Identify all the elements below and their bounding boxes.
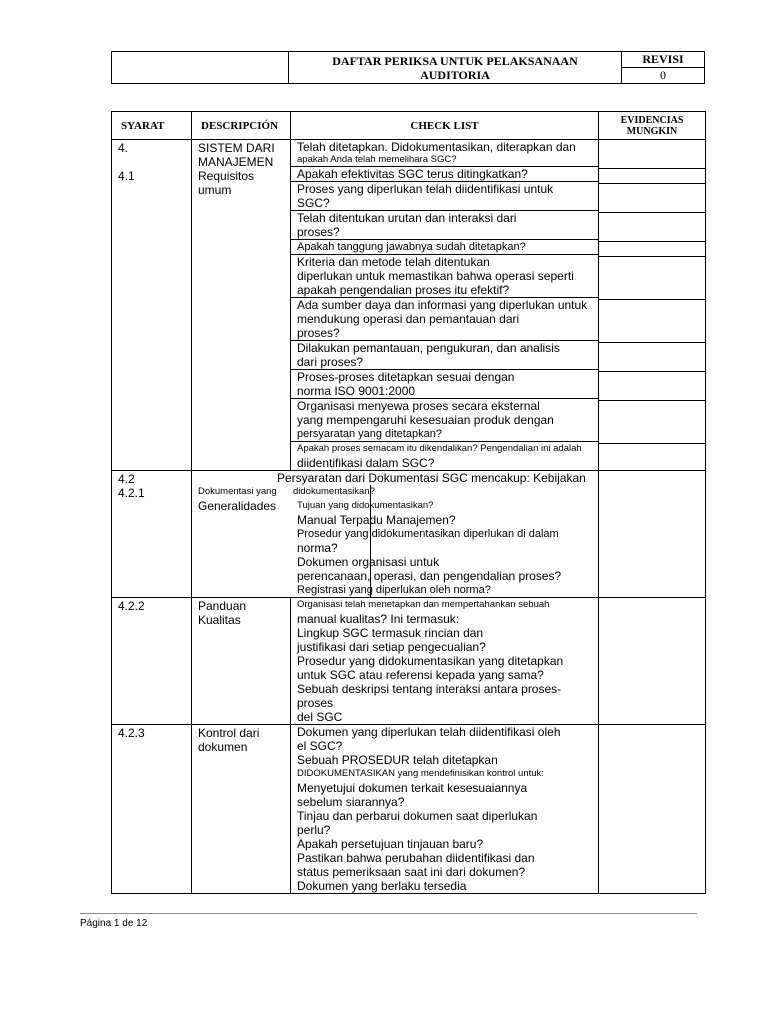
evidence-box (599, 444, 705, 470)
description-cell (192, 140, 291, 471)
description-text: Kualitas (198, 613, 241, 627)
checklist-line: diperlukan untuk memastikan bahwa operasi seperti (297, 269, 574, 283)
checklist-line: Proses-proses ditetapkan sesuai dengan (297, 370, 515, 384)
checklist-line: Apakah efektivitas SGC terus ditingkatkan? (297, 167, 528, 181)
checklist-item (291, 341, 598, 370)
evid-line-1: EVIDENCIAS (620, 114, 684, 126)
checklist-line: Sebuah deskripsi tentang interaksi antara proses-proses (297, 682, 562, 710)
checklist-line: Apakah tanggung jawabnya sudah ditetapkan? (297, 241, 526, 253)
revision-label: REVISI (622, 52, 704, 68)
checklist-line: Prosedur yang didokumentasikan diperlukan di dalam (297, 528, 559, 540)
title-line-1: DAFTAR PERIKSA UNTUK PELAKSANAAN (332, 53, 578, 68)
checklist-line: proses? (297, 326, 340, 340)
checklist-line: Dilakukan pemantauan, pengukuran, dan analisis (297, 341, 560, 355)
description-text: SISTEM DARI (198, 141, 275, 155)
syarat-text: 4. (118, 141, 129, 155)
checklist-line: Kriteria dan metode telah ditentukan (297, 255, 490, 269)
checklist-line: dari proses? (297, 355, 364, 369)
syarat-cell (112, 471, 192, 598)
checklist-line: Dokumen organisasi untuk (297, 555, 440, 569)
syarat-text: 4.1 (118, 169, 135, 183)
evid-line-2: MUNGKIN (626, 125, 678, 137)
checklist-line: Apakah persetujuan tinjauan baru? (297, 837, 484, 851)
checklist-table (111, 111, 706, 894)
checklist-line: Organisasi menyewa proses secara eksternal (297, 399, 540, 413)
description-text: umum (198, 183, 232, 197)
description-checklist-cell (192, 471, 599, 598)
evidence-box (599, 401, 705, 444)
checklist-line: Telah ditetapkan. Didokumentasikan, diterapkan dan (297, 140, 576, 154)
checklist-line: del SGC (297, 710, 343, 724)
col-header-descripcion: DESCRIPCIÓN (192, 112, 291, 140)
evidence-cell (599, 598, 706, 725)
syarat-cell (112, 725, 192, 894)
page-number: Página 1 de 12 (80, 918, 148, 929)
description-text: Panduan (198, 599, 247, 613)
checklist-line: Tinjau dan perbarui dokumen saat diperlukan (297, 809, 538, 823)
evidence-box (599, 372, 705, 401)
checklist-line: Pastikan bahwa perubahan diidentifikasi dan (297, 851, 535, 865)
col-header-syarat: SYARAT (112, 112, 192, 140)
description-text: Requisitos (198, 169, 255, 183)
description-text: Dokumentasi yang (198, 486, 277, 497)
checklist-line: Prosedur yang didokumentasikan yang ditetapkan (297, 654, 564, 668)
syarat-text: 4.2.2 (118, 599, 145, 613)
table-row (112, 140, 706, 471)
checklist-cell (291, 598, 599, 725)
checklist-line: untuk SGC atau referensi kepada yang sama? (297, 668, 544, 682)
evidence-box (599, 343, 705, 372)
checklist-cell (291, 140, 599, 471)
checklist-item (291, 370, 598, 399)
table-row (112, 725, 706, 894)
checklist-line: SGC? (297, 196, 330, 210)
checklist-line: Tujuan yang didokumentasikan? (297, 500, 434, 511)
checklist-line: DIDOKUMENTASIKAN yang mendefinisikan kontrol untuk: (297, 768, 544, 779)
checklist-line: apakah pengendalian proses itu efektif? (297, 283, 510, 297)
checklist-item (291, 298, 598, 341)
description-text: Kontrol dari (198, 726, 260, 740)
checklist-line: persyaratan yang ditetapkan? (297, 428, 442, 440)
evidence-box (599, 242, 705, 257)
document-header (111, 51, 705, 84)
footer-divider (80, 913, 697, 914)
description-text: dokumen (198, 740, 248, 754)
description-text: didokumentasikan? (293, 486, 375, 497)
evidence-cell (599, 471, 706, 598)
syarat-text: 4.2 (118, 472, 135, 486)
checklist-item (291, 167, 598, 182)
checklist-line: Menyetujui dokumen terkait kesesuaiannya (297, 781, 528, 795)
checklist-line: manual kualitas? Ini termasuk: (297, 612, 460, 626)
checklist-line: el SGC? (297, 739, 343, 753)
evidence-box (599, 300, 705, 343)
table-row (112, 471, 706, 598)
evidence-box (599, 169, 705, 184)
checklist-item (291, 182, 598, 211)
checklist-line: Organisasi telah menetapkan dan mempertahankan sebuah (297, 599, 550, 610)
checklist-line: Dokumen yang diperlukan telah diidentifikasi oleh (297, 725, 561, 739)
syarat-cell (112, 140, 192, 471)
col-header-evidencias (599, 112, 706, 140)
checklist-line: diidentifikasi dalam SGC? (297, 456, 435, 470)
revision-cell (622, 52, 705, 84)
checklist-line: Proses yang diperlukan telah diidentifikasi untuk (297, 182, 554, 196)
description-text: MANAJEMEN (198, 155, 274, 169)
table-header-row (112, 112, 706, 140)
evidence-box (599, 140, 705, 169)
checklist-line: Registrasi yang diperlukan oleh norma? (297, 584, 491, 596)
checklist-item (291, 240, 598, 255)
checklist-line: sebelum siarannya? (297, 795, 405, 809)
checklist-line: Telah ditentukan urutan dan interaksi dari (297, 211, 517, 225)
checklist-cell (291, 725, 599, 894)
document-title (289, 52, 622, 84)
checklist-item (291, 399, 598, 442)
title-line-2: AUDITORIA (420, 67, 490, 82)
syarat-text: 4.2.3 (118, 726, 145, 740)
description-text: Persyaratan dari Dokumentasi SGC mencakup: Kebijakan (277, 471, 586, 485)
checklist-line: perlu? (297, 823, 331, 837)
checklist-item (291, 211, 598, 240)
checklist-line: mendukung operasi dan pemantauan dari (297, 312, 520, 326)
checklist-line: norma ISO 9001:2000 (297, 384, 416, 398)
checklist-line: yang mempengaruhi kesesuaian produk dengan (297, 413, 554, 427)
checklist-line: Lingkup SGC termasuk rincian dan (297, 626, 484, 640)
revision-value: 0 (660, 68, 666, 82)
checklist-line: Ada sumber daya dan informasi yang diperlukan untuk (297, 298, 588, 312)
checklist-line: Sebuah PROSEDUR telah ditetapkan (297, 753, 498, 767)
syarat-cell (112, 598, 192, 725)
checklist-line: apakah Anda telah memelihara SGC? (297, 154, 457, 165)
checklist-line: Apakah proses semacam itu dikendalikan? Pengendalian ini adalah (297, 443, 582, 454)
checklist-item (291, 140, 598, 167)
syarat-text: 4.2.1 (118, 486, 145, 500)
checklist-line: Manual Terpadu Manajemen? (297, 513, 456, 527)
description-cell (192, 725, 291, 894)
evidence-box (599, 213, 705, 242)
checklist-lines (291, 499, 597, 597)
checklist-line: Dokumen yang berlaku tersedia (297, 879, 467, 893)
checklist-line: proses? (297, 225, 340, 239)
logo-cell (112, 52, 289, 84)
checklist-lines (291, 725, 598, 893)
col-header-checklist: CHECK LIST (291, 112, 599, 140)
checklist-line: status pemeriksaan saat ini dari dokumen? (297, 865, 526, 879)
checklist-lines (291, 598, 598, 724)
table-row (112, 598, 706, 725)
checklist-line: norma? (297, 541, 338, 555)
checklist-line: perencanaan, operasi, dan pengendalian proses? (297, 569, 562, 583)
evidence-cell (599, 725, 706, 894)
evidence-box (599, 257, 705, 300)
evidence-box (599, 184, 705, 213)
description-text: Generalidades (198, 499, 277, 513)
checklist-line: justifikasi dari setiap pengecualian? (297, 640, 486, 654)
checklist-item (291, 442, 598, 470)
description-cell (192, 598, 291, 725)
evidence-cell (599, 140, 706, 471)
checklist-item (291, 255, 598, 298)
